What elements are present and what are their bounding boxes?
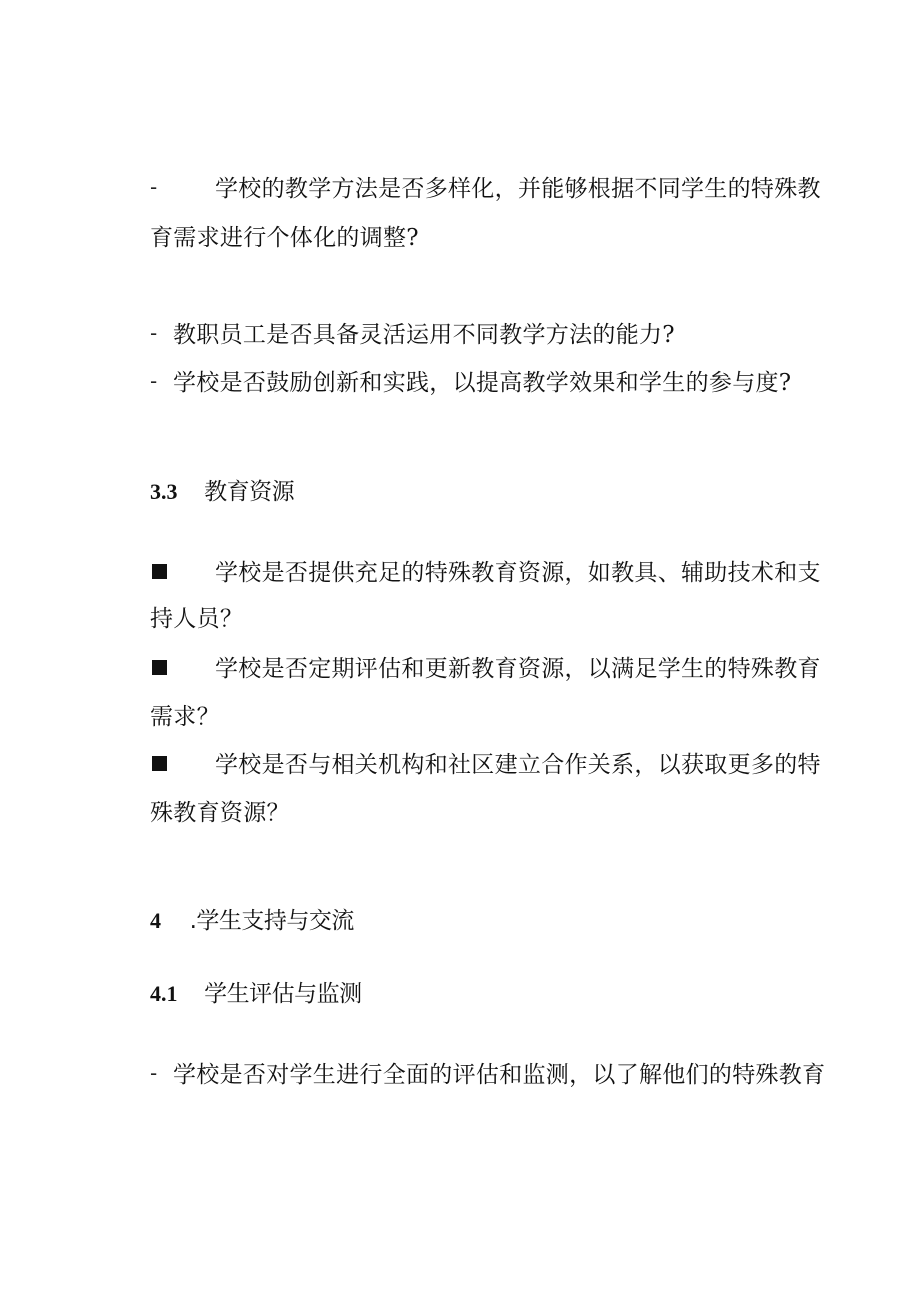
section-number: 4.1 bbox=[150, 981, 178, 1006]
square-bullet-icon bbox=[152, 660, 167, 675]
list-item-text: 学校是否对学生进行全面的评估和监测，以了解他们的特殊教育 bbox=[173, 1062, 826, 1088]
section-title: .学生支持与交流 bbox=[189, 908, 354, 934]
section-heading-3-3 bbox=[150, 477, 294, 507]
list-item-text-continued: 殊教育资源？ bbox=[150, 800, 290, 826]
section-title: 学生评估与监测 bbox=[204, 981, 362, 1007]
list-item-text: 学校是否提供充足的特殊教育资源，如教具、辅助技术和支 bbox=[215, 560, 821, 586]
dash-marker: - bbox=[150, 1061, 158, 1085]
list-item-text: 教职员工是否具备灵活运用不同教学方法的能力? bbox=[173, 322, 675, 348]
dash-marker: - bbox=[150, 175, 158, 199]
list-item-text-continued: 需求？ bbox=[150, 704, 220, 730]
square-bullet-icon bbox=[152, 756, 167, 771]
section-title: 教育资源 bbox=[204, 479, 295, 505]
section-heading-4 bbox=[150, 906, 354, 936]
dash-marker: - bbox=[150, 369, 158, 393]
list-item-text: 学校是否与相关机构和社区建立合作关系，以获取更多的特 bbox=[215, 752, 821, 778]
square-bullet-icon bbox=[152, 564, 167, 579]
list-item-text: 学校的教学方法是否多样化，并能够根据不同学生的特殊教 bbox=[215, 176, 821, 202]
section-number: 3.3 bbox=[150, 479, 178, 504]
list-item-text: 学校是否定期评估和更新教育资源，以满足学生的特殊教育 bbox=[215, 656, 821, 682]
dash-marker: - bbox=[150, 321, 158, 345]
section-heading-4-1 bbox=[150, 979, 362, 1009]
section-number: 4 bbox=[150, 908, 161, 933]
list-item-text-continued: 持人员？ bbox=[150, 606, 244, 632]
list-item-text: 学校是否鼓励创新和实践，以提高教学效果和学生的参与度? bbox=[173, 370, 792, 396]
list-item-text-continued: 育需求进行个体化的调整? bbox=[150, 225, 419, 251]
